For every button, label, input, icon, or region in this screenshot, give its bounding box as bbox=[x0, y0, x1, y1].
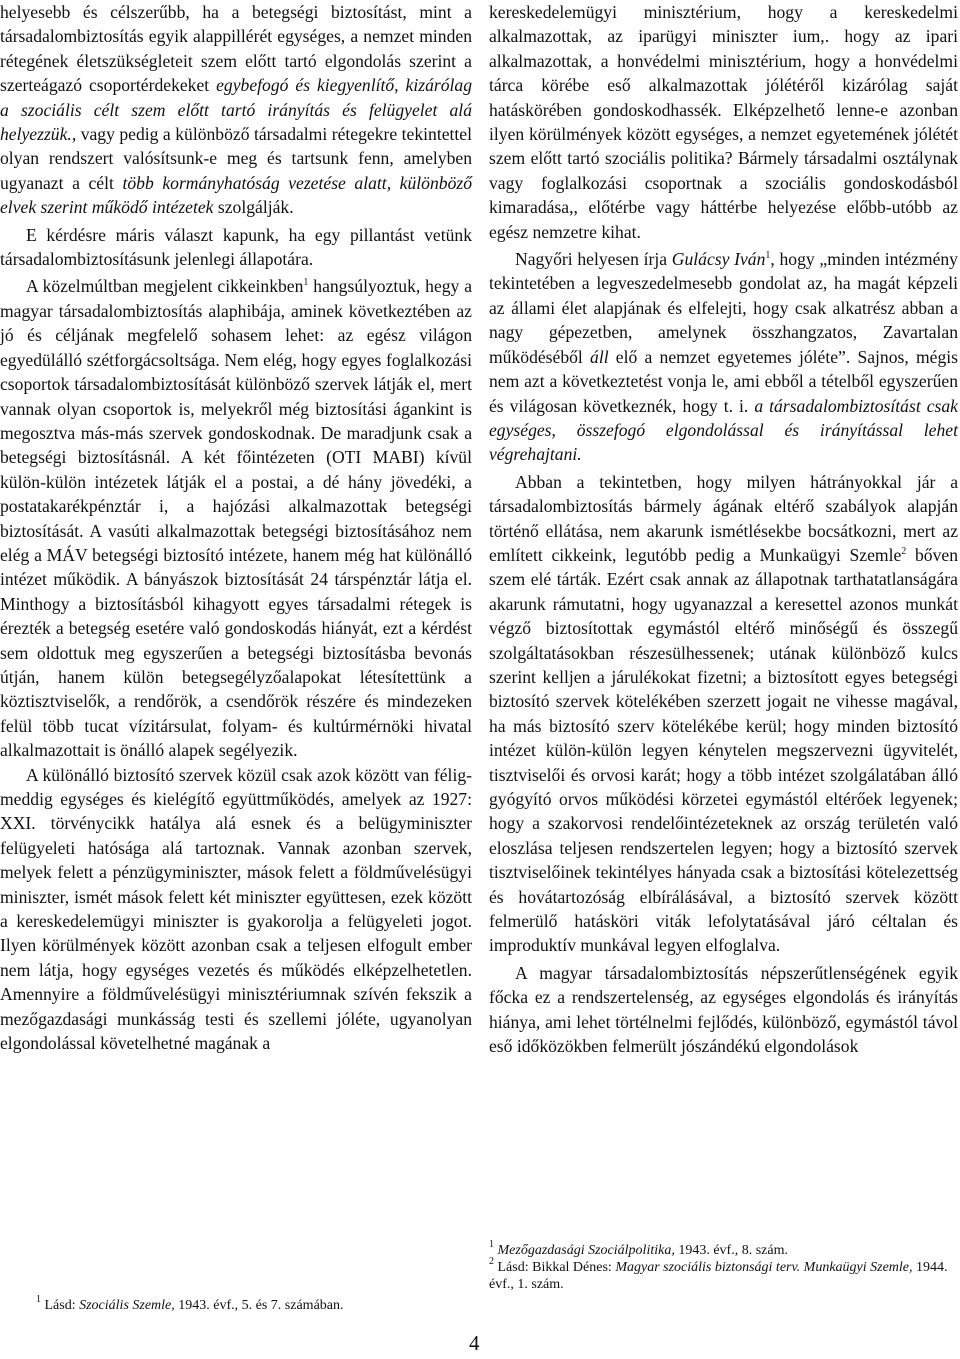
paragraph: A különálló biztosító szervek közül csak azok között van félig-meddig egységes és kielégítő együttműködés, amelyek az 1927: XXI. törvénycikk hatálya alá esnek és a belügyminiszter felügyeleti hatósága alá tartoznak. Vannak azonban szervek, melyek felett a pénzügyminiszter, mások felett a földművelésügyi miniszter, ismét mások felett két miniszter együttesen, ezek között a kereskedelemügyi miniszter is gyakorolja a felügyeleti jogot. Ilyen körülmények között azonban csak a teljesen elfogult ember nem látja, hogy egységes vezetés és működés elképzelhetetlen. Amennyire a földművelésügyi minisztériumnak szívén fekszik a mezőgazdasági munkásság testi és szellemi jóléte, ugyanolyan elgondolással követelhetné magának a bbox=[0, 764, 472, 1054]
text-span: Abban a tekintetben, hogy milyen hátrányokkal jár a társadalombiztosítás bármely ágának eltérő szabályok alapján történő ellátása, nem akarunk ismétlésekbe bocsátkozni, mert az említett cikkeink, legutóbb pedig a Munkaügyi Szemle bbox=[489, 471, 958, 565]
italic-span: a társadalombiztosítást csak egységes, összefogó elgondolással és irányítással lehet végrehajtani. bbox=[489, 395, 958, 465]
footnote-text: 1944. évf., 1. szám. bbox=[489, 1260, 948, 1292]
text-span: , hogy „minden intézmény tekintetében a legveszedelmesebb gondolat az, ha magát képzeli az állami élet alapjának és elfelejti, hogy csak alkatrész abban a nagy gépezetben, amelynek összhangzatos, Zavartalan működéséből bbox=[489, 249, 958, 367]
footnote-text: Lásd: Bikkal Dénes: bbox=[497, 1260, 616, 1275]
paragraph: A magyar társadalombiztosítás népszerűtlenségének egyik főcka ez a rendszertelenség, az egységes elgondolás és irányítás hiánya, ami lehet törtélnelmi fejlődés, különböző, egymástól távol eső időközökben felmerült jószándékú elgondolások bbox=[489, 962, 958, 1057]
paragraph bbox=[0, 0, 472, 220]
footnote bbox=[489, 1256, 958, 1293]
footnote-number: 2 bbox=[489, 1256, 494, 1267]
footnote-title: Mezőgazdasági Szociálpolitika, bbox=[497, 1243, 675, 1258]
footnote-title: Magyar szociális biztonsági terv. Munkaügyi Szemle, bbox=[615, 1260, 913, 1275]
italic-span: áll bbox=[590, 346, 609, 367]
footnote-title: Szociális Szemle, bbox=[79, 1298, 175, 1313]
text-span: Nagyőri helyesen írja bbox=[515, 249, 672, 270]
text-span: A közelmúltban megjelent cikkeinkben bbox=[26, 276, 304, 297]
footnote-text: 1943. évf., 8. szám. bbox=[674, 1243, 788, 1258]
text-span: bőven szem elé tárták. Ezért csak annak az állapotnak tarthatatlanságára akarunk rámutatni, hogy ugyanazzal a keresettel azonos munkát végző biztosítottak egymástól eltérő minőségű és összegű szolgáltatásokban részesülhessenek; utának különböző kulcs szerint kelljen a járulékokat fizetni; a biztosított egyes betegségi biztosító szervek kötelékében szerzett jogait ne vihesse magával, ha más biztosító szerv kötelékébe kerül; hogy minden biztosító intézet külön-külön legyen kénytelen megszervezni ügyvitelét, tisztviselői és orvosi karát; hogy a több intézet szolgálatában álló gyógyító orvos működési körzetei egymástól eltérőek legyenek; hogy a szakorvosi rendelőintézeteknek az ország területén való eloszlása teljesen rendszertelen legyen; hogy a biztosító szervek tisztviselőinek tekintélyes hányada csak a biztosítási kötelezettség és hovátartozóság elbírálásával, a biztosító szervek között felmerülő hatásköri viták lefolytatásával járó céltalan és improduktív munkával legyen elfoglalva. bbox=[489, 544, 958, 956]
footnote-left bbox=[36, 1294, 466, 1314]
left-column bbox=[0, 0, 472, 1055]
paragraph bbox=[489, 470, 958, 958]
paragraph: kereskedelemügyi minisztérium, hogy a kereskedelmi alkalmazottak, az iparügyi miniszter ium,. hogy az ipari alkalmazottak, a honvédelmi minisztérium, hogy a honvédelmi tárca körébe eső alkalmazottak jólétéről kizárólag saját hatáskörében gondoskodhassék. Elképzelhető lenne-e azonban ilyen körülmények között egységes, a nemzet egyetemének jólétét szem előtt tartó szociális politika? Bármely társadalmi osztálynak vagy foglalkozási csoportnak a szociális gondoskodásból kimaradása,, előtérbe vagy háttérbe helyezése előbb-utóbb az egész nemzetre kihat. bbox=[489, 2, 958, 242]
text-span: szolgálják. bbox=[213, 197, 294, 218]
paragraph bbox=[489, 247, 958, 467]
footnote-number: 1 bbox=[36, 1294, 41, 1305]
right-column bbox=[489, 0, 958, 1058]
italic-span: egybefogó és kiegyenlítő, kizárólag a szociális célt szem előtt tartó irányítás és felügyelet alá helyezzük. bbox=[0, 75, 472, 145]
footnote-ref: 2 bbox=[901, 545, 907, 557]
footnote-text: Lásd: bbox=[44, 1298, 80, 1313]
text-span: , vagy pedig a különböző társadalmi rétegekre tekintettel olyan rendszert valósítsunk-e meg és tartsunk fenn, amelyben ugyanazt a célt bbox=[0, 124, 472, 193]
paragraph: E kérdésre máris választ kapunk, ha egy pillantást vetünk társadalombiztosításunk jelenlegi állapotára. bbox=[0, 224, 472, 270]
footnote-number: 1 bbox=[489, 1239, 494, 1250]
paragraph bbox=[0, 274, 472, 762]
author-name: Gulácsy Iván bbox=[671, 249, 766, 270]
footnote bbox=[489, 1239, 958, 1259]
italic-span: több kormányhatóság vezetése alatt, különböző elvek szerint működő intézetek bbox=[0, 172, 473, 218]
text-span: elő a nemzet egyetemes jóléte”. Sajnos, mégis nem azt a következtetést vonja le, ami ebből a tételből egyszerűen és világosan következnék, hogy t. i. bbox=[489, 346, 958, 416]
footnote-text: 1943. évf., 5. és 7. számában. bbox=[174, 1298, 344, 1313]
footnotes-right bbox=[489, 1239, 958, 1293]
text-span: hangsúlyoztuk, hegy a magyar társadalombiztosítás alaphibája, aminek következtében az jó és céljának megfelelő sohasem lehet: az egész világon egyedülálló szétforgácsoltsága. Nem elég, hogy egyes foglalkozási csoportok társadalombiztosítását különböző szervek látják el, mert vannak olyan csoportok is, melyekről még biztosítási ágankint is megosztva más-más szervek gondoskodnak. De maradjunk csak a betegségi biztosításnál. A két főintézeten (OTI MABI) kívül külön-külön intézetek látják el a postai, a dé hány jövedéki, a postatakarékpénztár i, a hajózási alkalmazottak betegségi biztosítását. A vasúti alkalmazottak betegségi biztosításához nem elég a MÁV betegségi biztosító intézete, hanem még hat különálló intézet működik. A bányászok biztosítását 24 társpénztár látja el. Minthogy a biztosításból kihagyott egyes társadalmi rétegek is érezték a betegség esetére való gondoskodás hiányát, ezt a kérdést sem oldottuk meg egyszerűen a betegségi biztosításba bevonás útján, hanem külön betegsegélyzőalapokat létesítettünk a köztisztviselők, a rendőrök, a csendőrök részére és mindezeken felül több tucat vízitársulat, folyam- és kultúrmérnöki hivatal alkalmazottait is önálló alapek segélyezik. bbox=[0, 276, 473, 761]
text-span: helyesebb és célszerűbb, ha a betegségi biztosítást, mint a társadalombiztosítás egyik alappillérét egységes, a nemzet minden rétegének életszükségleteit szem előtt tartó elgondolás szerint a szerteágazó csoportérdekeket bbox=[0, 2, 472, 96]
footnote-ref: 1 bbox=[765, 250, 771, 262]
page-number: 4 bbox=[469, 1331, 480, 1355]
footnote-ref: 1 bbox=[303, 277, 309, 289]
